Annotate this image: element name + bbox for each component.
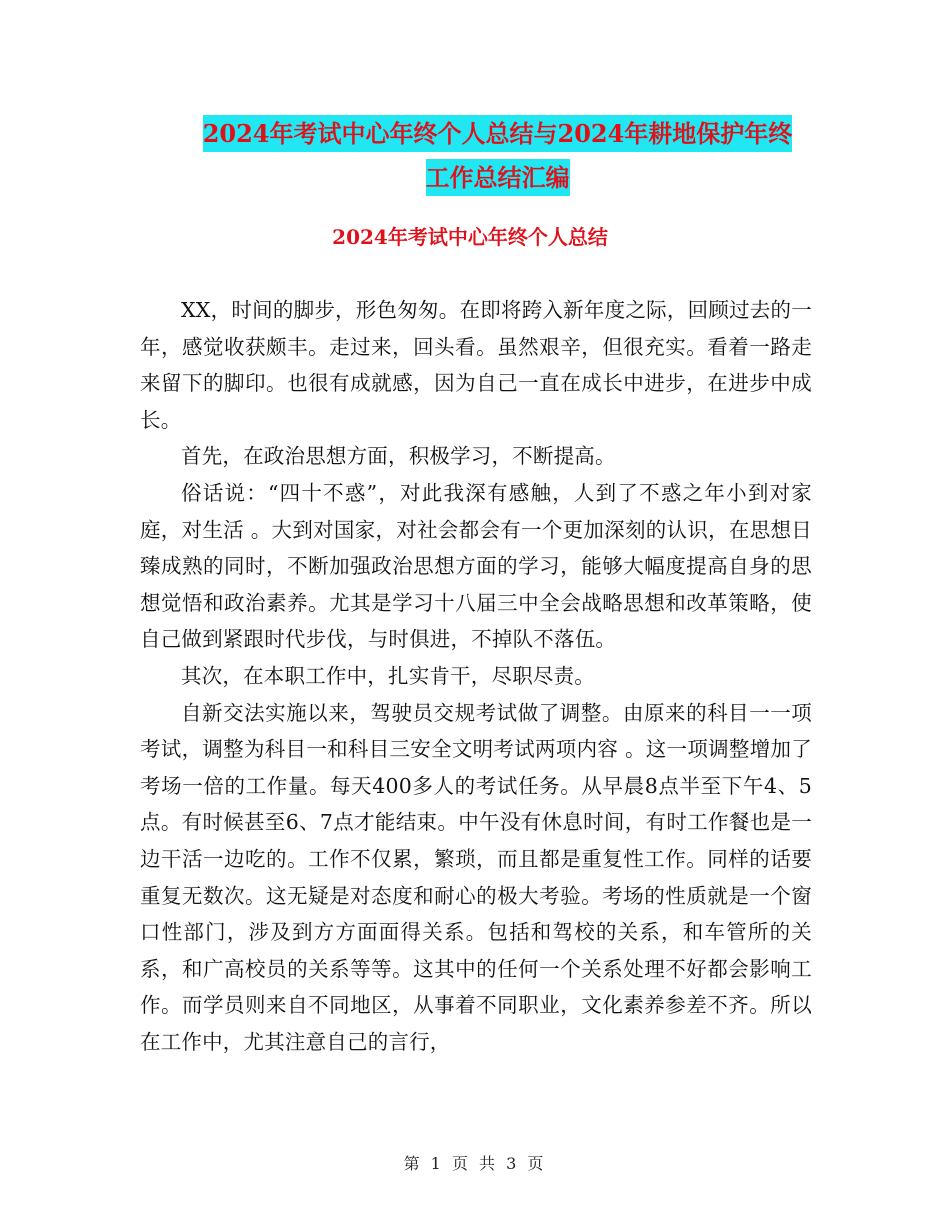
paragraph-1: XX，时间的脚步，形色匆匆。在即将跨入新年度之际，回顾过去的一年，感觉收获颇丰。走过来，回头看。虽然艰辛，但很充实。看着一路走来留下的脚印。也很有成就感，因为自己一直在成长中进步，在进步中成长。 [140,298,812,432]
paragraph-4: 其次，在本职工作中，扎实肯干，尽职尽责。 [181,663,595,688]
page-footer: 第 1 页 共 3 页 [403,1154,547,1173]
document-title-line-1: 2024年考试中心年终个人总结与2024年耕地保护年终 [203,115,793,152]
document-title [140,112,855,200]
paragraph-3: 俗话说：“四十不惑”，对此我深有感触，人到了不惑之年小到对家庭，对生活 。大到对国家，对社会都会有一个更加深刻的认识，在思想日臻成熟的同时，不断加强政治思想方面的学习，能够大幅度提高自身的思想觉悟和政治素养。尤其是学习十八届三中全会战略思想和改革策略，使自己做到紧跟时代步伐，与时俱进，不掉队不落伍。 [140,480,812,652]
document-title-line-2: 工作总结汇编 [426,159,570,196]
section-title: 2024年考试中心年终个人总结 [332,225,608,249]
document-body [140,292,812,1060]
paragraph-2: 首先，在政治思想方面，积极学习，不断提高。 [181,444,616,469]
paragraph-5: 自新交法实施以来，驾驶员交规考试做了调整。由原来的科目一一项考试，调整为科目一和科目三安全文明考试两项内容 。这一项调整增加了考场一倍的工作量。每天400多人的考试任务。从早晨8点半至下午4、5点。有时候甚至6、7点才能结束。中午没有休息时间，有时工作餐也是一边干活一边吃的。工作不仅累，繁琐，而且都是重复性工作。同样的话要重复无数次。这无疑是对态度和耐心的极大考验。考场的性质就是一个窗口性部门，涉及到方方面面得关系。包括和驾校的关系，和车管所的关系，和广高校员的关系等等。这其中的任何一个关系处理不好都会影响工作。而学员则来自不同地区，从事着不同职业，文化素养参差不齐。所以在工作中，尤其注意自己的言行， [140,700,812,1054]
